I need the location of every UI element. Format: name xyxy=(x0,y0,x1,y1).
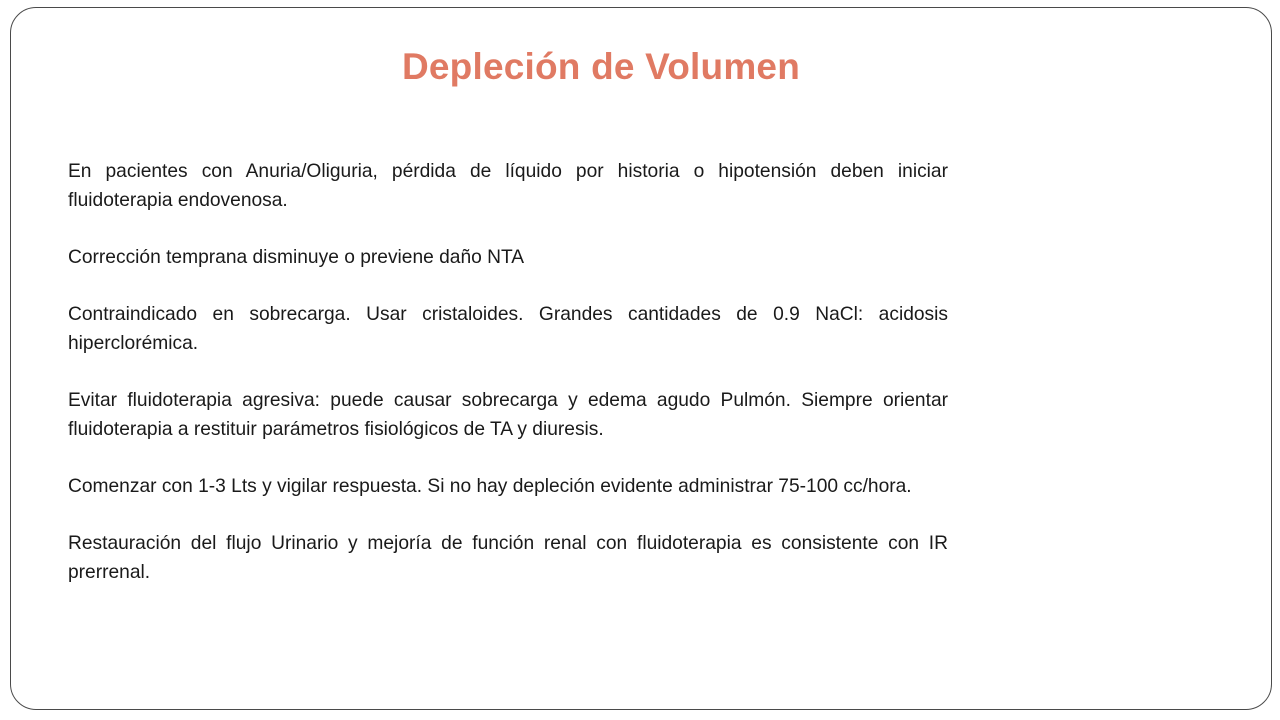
paragraph-contraindication: Contraindicado en sobrecarga. Usar cristaloides. Grandes cantidades de 0.9 NaCl: acidosis hiperclorémica. xyxy=(68,304,948,354)
slide-title: Depleción de Volumen xyxy=(401,46,801,87)
paragraph-early-correction: Corrección temprana disminuye o previene daño NTA xyxy=(68,247,525,268)
paragraph-prerenal-restoration: Restauración del flujo Urinario y mejoría de función renal con fluidoterapia es consistente con IR prerrenal. xyxy=(68,533,948,583)
paragraph-avoid-aggressive-therapy: Evitar fluidoterapia agresiva: puede causar sobrecarga y edema agudo Pulmón. Siempre orientar fluidoterapia a restituir parámetros fisiológicos de TA y diuresis. xyxy=(68,390,948,440)
paragraph-initial-dosing: Comenzar con 1-3 Lts y vigilar respuesta. Si no hay depleción evidente administrar 75-100 cc/hora. xyxy=(68,476,912,497)
paragraph-fluid-therapy-indication: En pacientes con Anuria/Oliguria, pérdida de líquido por historia o hipotensión deben iniciar fluidoterapia endovenosa. xyxy=(68,161,948,211)
slide-body xyxy=(68,157,948,587)
